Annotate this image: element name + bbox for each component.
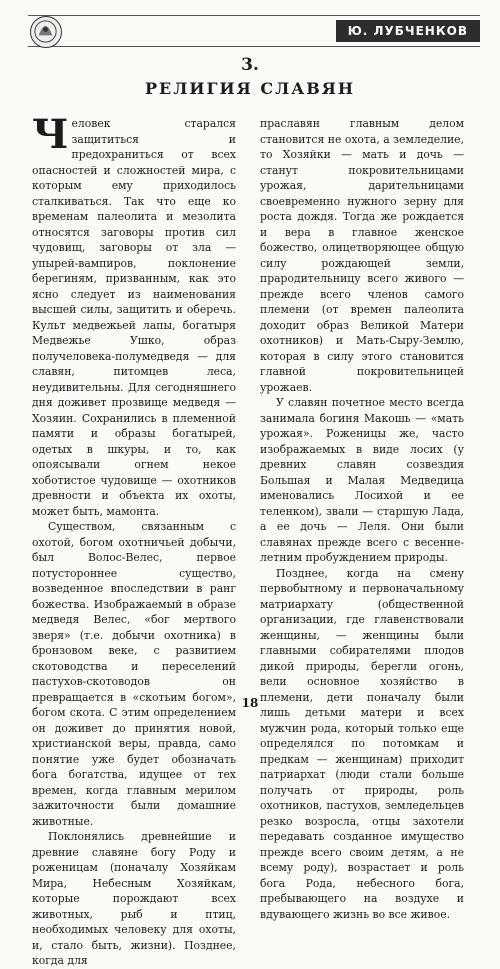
page-number: 18	[241, 696, 259, 710]
drop-cap: Ч	[32, 111, 69, 158]
right-column	[260, 116, 464, 922]
paragraph: Человек старался защититься и предохраниться от всех опасностей и сложностей мира, с которым ему приходилось сталкиваться. Так что еще ко временам палеолита и мезолита относятся заговоры против сил чудовищ, заговоры от зла — упырей-вампиров, поклонение берегиням, призванным, как это ясно следует из наименования высшей силы, защитить и оберечь. Культ медвежьей лапы, богатыря Медвежье Ушко, образ получеловека-полумедведя — для славян, питомцев леса, неудивительны. Для сегодняшнего дня доживет прозвище медведя — Хозяин. Сохранились в племенной памяти и образы богатырей, одетых в шкуры, и то, как опоясывали огнем некое хоботистое чудовище — охотников древности и объекта их охоты, может быть, мамонта.	[32, 111, 236, 518]
chapter-title: РЕЛИГИЯ СЛАВЯН	[145, 79, 355, 98]
chapter-number: 3.	[241, 55, 259, 75]
publisher-emblem-icon	[30, 16, 62, 48]
paragraph: Поклонялись древнейшие и древние славяне богу Роду и роженицам (поначалу Хозяйкам Мира, Небесным Хозяйкам, которые порождают всех животных, рыб и птиц, необходимых человеку для охоты, и, стало быть, жизни). Позднее, когда для	[32, 830, 236, 967]
paragraph: Существом, связанным с охотой, богом охотничьей добычи, был Волос-Велес, первое потустороннее существо, возведенное впоследствии в ранг божества. Изображаемый в образе медведя Велес, «бог мертвого зверя» (т.е. добычи охотника) в бронзовом веке, с развитием скотоводства и переселений пастухов-скотоводов он превращается в «скотьим богом», богом скота. С этим определением он доживет до принятия новой, христианской веры, правда, само понятие уже будет обозначать бога богатства, идущее от тех времен, когда главным мерилом зажиточности были домашние животные.	[32, 520, 236, 828]
paragraph: праславян главным делом становится не охота, а земледелие, то Хозяйки — мать и дочь — станут покровительницами урожая, дарительницами своевременно нужного зерну для роста дождя. Тогда же рождается и вера в главное женское божество, олицетворяющее общую силу рождающей земли, прародительницу всего живого — прежде всего членов самого племени (от времен палеолита доходит образ Великой Матери охотников) и Мать-Сыру-Землю, которая в силу этого становится главной покровительницей урожаев.	[260, 117, 464, 394]
running-head-author: Ю. ЛУБЧЕНКОВ	[336, 20, 480, 42]
left-column	[32, 111, 236, 969]
paragraph: У славян почетное место всегда занимала богиня Макошь — «мать урожая». Роженицы же, часто изображаемых в виде лосих (у древних славян созвездия Большая и Малая Медведица именовались Лосихой и ее теленком), звали — старшую Лада, а ее дочь — Леля. Они были славянах прежде всего с весенне-летним пробуждением природы.	[260, 396, 464, 564]
paragraph: Позднее, когда на смену первобытному и первоначальному матриархату (общественной организации, где главенствовали женщины, — женщины были главными собирателями плодов дикой природы, берегли огонь, вели основное хозяйство в племени, дети поначалу были лишь детьми матери и всех мужчин рода, который только еще определялся по потомкам и предкам — женщинам) приходит патриархат (люди стали больше получать от природы, роль охотников, пастухов, земледельцев резко возросла, отцы захотели передавать созданное имущество прежде всего своим детям, а не всему роду), возрастает и роль бога Рода, небесного бога, пребывающего на воздухе и вдувающего жизнь во все живое.	[260, 566, 464, 921]
